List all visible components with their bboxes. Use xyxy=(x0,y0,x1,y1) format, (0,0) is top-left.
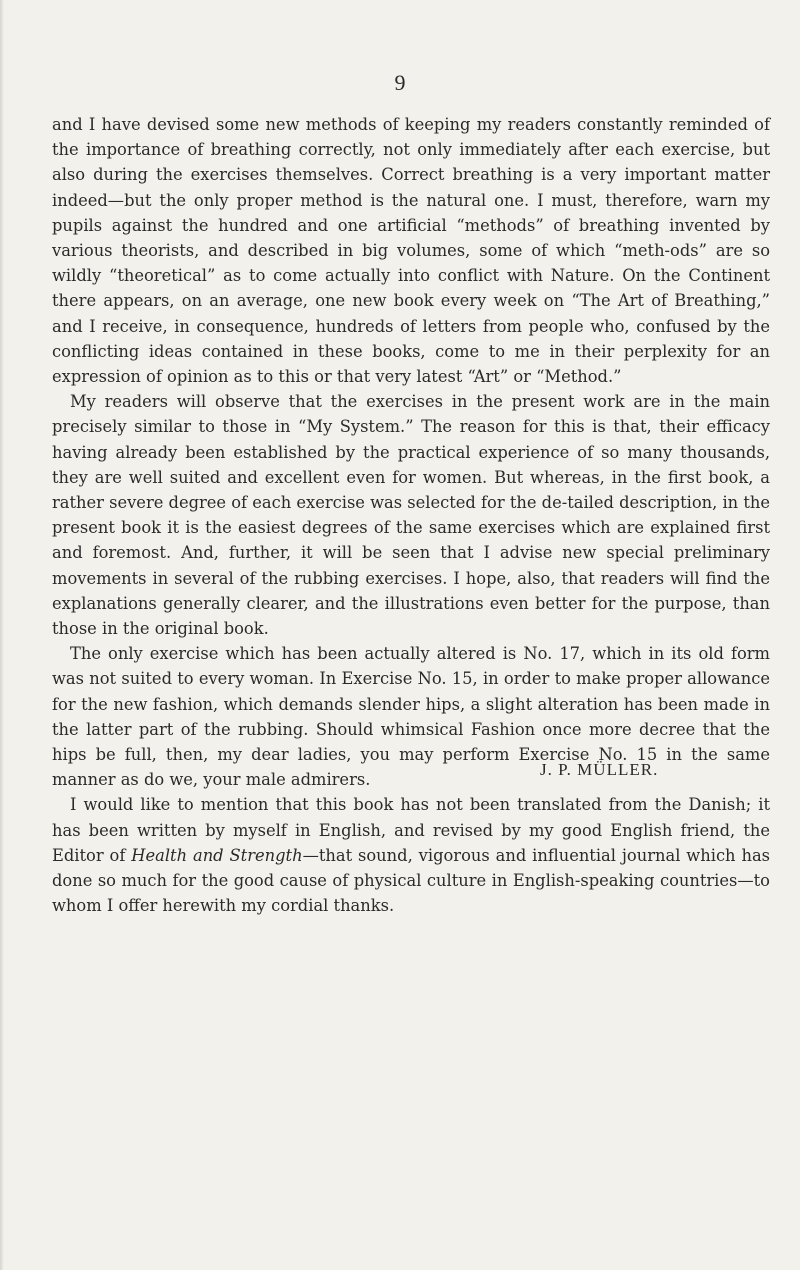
page-number: 9 xyxy=(394,70,406,95)
paragraph-2 xyxy=(52,389,770,641)
journal-title: Health and Strength xyxy=(131,845,303,865)
paragraph-1-text: and I have devised some new methods of keeping my readers constantly reminded of the importance of breathing correctly, not only immediately after each exercise, but also during the exercises themselves. Correct breathing is a very important matter indeed—but the only proper method is the natural one. I must, therefore, warn my pupils against the hundred and one artificial “methods” of breathing invented by various theorists, and described in big volumes, some of which “meth-ods” are so wildly “theoretical” as to come actually into conflict with Nature. On the Continent there appears, on an average, one new book every week on “The Art of Breathing,” and I receive, in consequence, hundreds of letters from people who, confused by the conflicting ideas contained in these books, come to me in their perplexity for an expression of opinion as to this or that very latest “Art” or “Method.” xyxy=(52,115,770,387)
paragraph-4-text-start: I would like to mention that this book has not been translated from the Danish; it has been written by myself in English, and revised by my good English friend, the Editor of xyxy=(52,795,770,865)
paragraph-4 xyxy=(52,792,770,918)
paragraph-4-text-end: —that sound, vigorous and influential journal which has done so much for the good cause of physical culture in English-speaking countries—to whom I offer herewith my cordial thanks. xyxy=(52,845,770,916)
body-text xyxy=(52,112,770,919)
paragraph-3-text: The only exercise which has been actually altered is No. 17, which in its old form was not suited to every woman. In Exercise No. 15, in order to make proper allowance for the new fashion, which demands slender hips, a slight alteration has been made in the latter part of the rubbing. Should whimsical Fashion once more decree that the hips be full, then, my dear ladies, you may perform Exercise No. 15 in the same manner as do we, your male admirers. xyxy=(52,644,770,790)
paragraph-1 xyxy=(52,112,770,389)
author-signature: J. P. MÜLLER. xyxy=(540,760,659,779)
page-edge-shadow xyxy=(0,0,4,1270)
paragraph-2-text: My readers will observe that the exercises in the present work are in the main precisely similar to those in “My System.” The reason for this is that, their efficacy having already been established by the practical experience of so many thousands, they are well suited and excellent even for women. But whereas, in the first book, a rather severe degree of each exercise was selected for the de-tailed description, in the present book it is the easiest degrees of the same exercises which are explained first and foremost. And, further, it will be seen that I advise new special preliminary movements in several of the rubbing exercises. I hope, also, that readers will find the explanations generally clearer, and the illustrations even better for the purpose, than those in the original book. xyxy=(52,392,770,639)
paragraph-3 xyxy=(52,641,770,792)
